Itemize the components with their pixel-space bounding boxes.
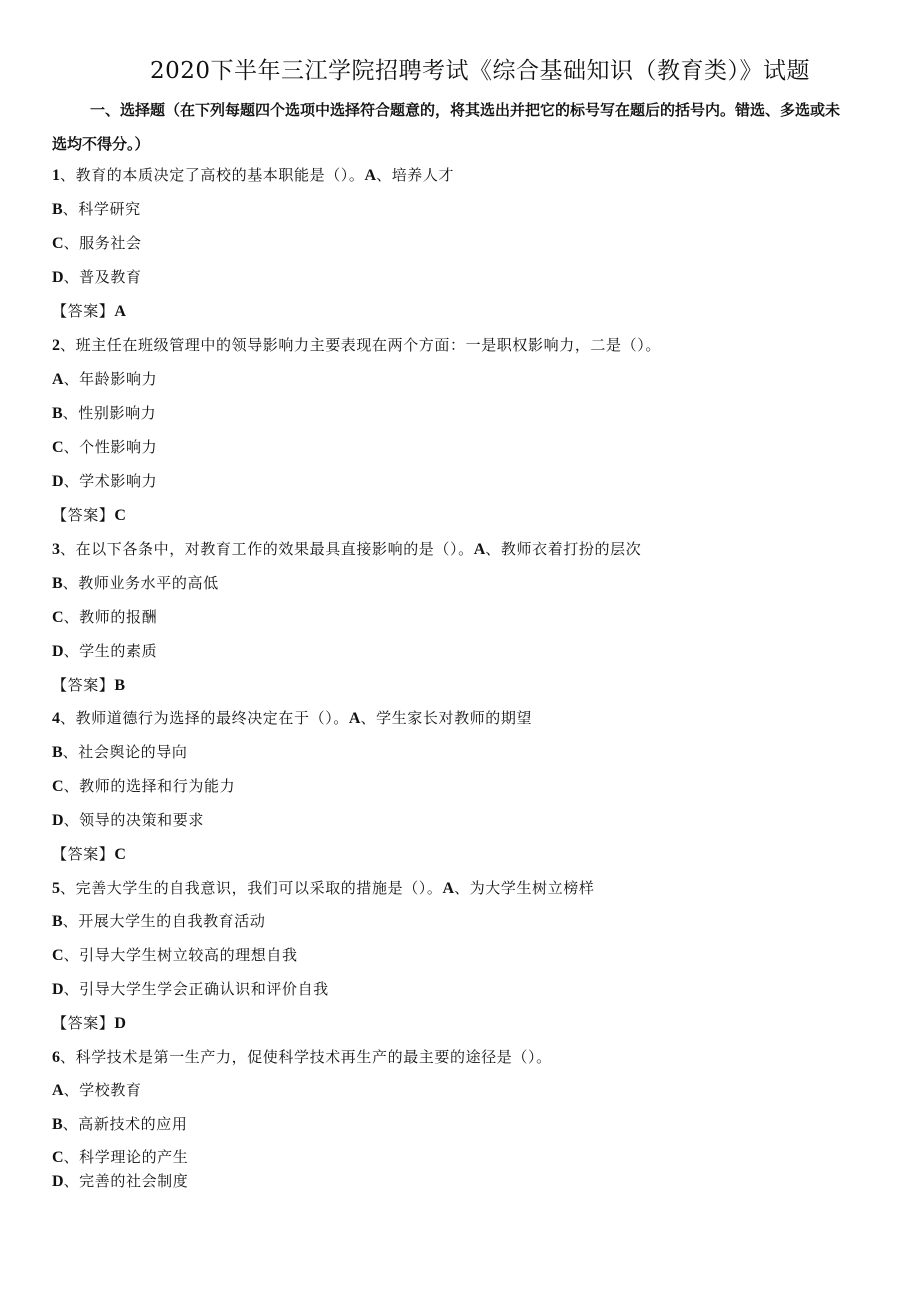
option-letter: D	[52, 1173, 64, 1190]
option-letter: D	[52, 981, 64, 998]
option	[52, 368, 157, 389]
option-letter: B	[52, 1116, 63, 1133]
option-text: 教师的选择和行为能力	[79, 777, 236, 795]
option-letter: C	[52, 778, 64, 795]
option-text: 引导大学生学会正确认识和评价自我	[79, 980, 329, 998]
separator: 、	[62, 574, 79, 592]
option-text: 完善的社会制度	[79, 1172, 189, 1190]
answer-value: C	[114, 507, 126, 524]
separator: 、	[62, 404, 79, 422]
option	[52, 978, 329, 999]
answer-line	[52, 504, 126, 525]
separator: 、	[63, 1081, 80, 1099]
option	[52, 572, 219, 593]
separator: 、	[63, 642, 80, 660]
option	[52, 198, 141, 219]
separator: 、	[60, 1048, 76, 1066]
option	[52, 266, 142, 287]
question-text: 完善大学生的自我意识，我们可以采取的措施是（）。	[75, 879, 443, 897]
option	[52, 640, 157, 661]
question-stem	[52, 538, 641, 559]
answer-label: 【答案】	[52, 845, 115, 863]
separator: 、	[62, 1115, 79, 1133]
option-text: 开展大学生的自我教育活动	[78, 912, 266, 930]
question-number: 3	[52, 541, 60, 558]
question-text: 班主任在班级管理中的领导影响力主要表现在两个方面：一是职权影响力，二是（）。	[75, 336, 661, 354]
separator: 、	[63, 438, 80, 456]
option-letter: B	[52, 575, 63, 592]
option	[52, 809, 204, 830]
section-heading	[52, 93, 842, 161]
option-letter: D	[52, 473, 64, 490]
answer-value: B	[114, 677, 126, 694]
option-text: 科学理论的产生	[79, 1148, 189, 1166]
option-text: 科学研究	[78, 200, 141, 218]
answer-label: 【答案】	[52, 1014, 115, 1032]
separator: 、	[63, 811, 80, 829]
separator: 、	[62, 743, 79, 761]
option-text: 引导大学生树立较高的理想自我	[79, 946, 298, 964]
option-text: 高新技术的应用	[78, 1115, 188, 1133]
option	[52, 232, 142, 253]
option-text: 学校教育	[79, 1081, 142, 1099]
option-text: 教师的报酬	[79, 608, 158, 626]
question-number: 1	[52, 167, 60, 184]
separator: 、	[376, 166, 392, 184]
option-letter: B	[52, 913, 63, 930]
option	[52, 944, 298, 965]
option-text: 个性影响力	[79, 438, 158, 456]
option	[52, 470, 157, 491]
separator: 、	[485, 540, 501, 558]
answer-value: D	[114, 1015, 126, 1032]
option	[52, 1113, 187, 1134]
question-number: 2	[52, 337, 60, 354]
answer-value: A	[114, 303, 126, 320]
question-stem	[52, 707, 532, 728]
option-text: 普及教育	[79, 268, 142, 286]
question-text: 科学技术是第一生产力，促使科学技术再生产的最主要的途径是（）。	[75, 1048, 552, 1066]
option-text: 培养人才	[391, 166, 455, 184]
separator: 、	[60, 709, 76, 727]
option-letter: C	[52, 235, 64, 252]
option	[52, 910, 265, 931]
option	[52, 606, 157, 627]
question-text: 教师道德行为选择的最终决定在于（）。	[75, 709, 349, 727]
question-number: 5	[52, 880, 60, 897]
page-title: 2020下半年三江学院招聘考试《综合基础知识（教育类）》试题	[150, 58, 811, 84]
option	[52, 1146, 188, 1167]
option-letter: A	[52, 1082, 64, 1099]
separator: 、	[63, 370, 80, 388]
option-text: 性别影响力	[78, 404, 157, 422]
option-text: 学术影响力	[79, 472, 158, 490]
option-text: 学生家长对教师的期望	[376, 709, 533, 727]
separator: 、	[60, 336, 76, 354]
option	[52, 1170, 188, 1191]
answer-line	[52, 843, 126, 864]
option-letter: B	[52, 744, 63, 761]
option-text: 社会舆论的导向	[78, 743, 188, 761]
question-stem	[52, 1046, 552, 1067]
question-text: 教育的本质决定了高校的基本职能是（）。	[75, 166, 365, 184]
separator: 、	[60, 879, 76, 897]
separator: 、	[63, 608, 80, 626]
separator: 、	[63, 946, 80, 964]
option-letter: A	[442, 880, 455, 897]
separator: 、	[60, 540, 76, 558]
option-text: 领导的决策和要求	[79, 811, 204, 829]
option	[52, 1079, 142, 1100]
answer-line	[52, 300, 126, 321]
separator: 、	[63, 472, 80, 490]
section-heading-text: 一、选择题（在下列每题四个选项中选择符合题意的，将其选出并把它的标号写在题后的括号内。错选、多选或未选均不得分。）	[52, 101, 841, 153]
option-letter: A	[52, 371, 64, 388]
option	[52, 741, 187, 762]
option-letter: C	[52, 609, 64, 626]
option-text: 教师业务水平的高低	[78, 574, 219, 592]
answer-label: 【答案】	[52, 676, 115, 694]
separator: 、	[62, 200, 79, 218]
option-text: 教师衣着打扮的层次	[500, 540, 642, 558]
option-text: 为大学生树立榜样	[469, 879, 595, 897]
question-number: 4	[52, 710, 60, 727]
answer-label: 【答案】	[52, 506, 115, 524]
option-text: 服务社会	[79, 234, 142, 252]
separator: 、	[63, 777, 80, 795]
separator: 、	[63, 234, 80, 252]
option-letter: D	[52, 812, 64, 829]
question-number: 6	[52, 1049, 60, 1066]
separator: 、	[63, 1148, 80, 1166]
option-letter: C	[52, 947, 64, 964]
option-letter: B	[52, 405, 63, 422]
separator: 、	[63, 980, 80, 998]
question-stem	[52, 334, 661, 355]
answer-label: 【答案】	[52, 302, 115, 320]
option-letter: D	[52, 269, 64, 286]
option-letter: B	[52, 201, 63, 218]
option	[52, 402, 156, 423]
option	[52, 775, 235, 796]
question-stem	[52, 164, 454, 185]
question-stem	[52, 877, 595, 898]
option-letter: C	[52, 439, 64, 456]
answer-line	[52, 1012, 126, 1033]
option-letter: C	[52, 1149, 64, 1166]
separator: 、	[62, 912, 79, 930]
option-letter: A	[473, 541, 486, 558]
question-text: 在以下各条中，对教育工作的效果最具直接影响的是（）。	[75, 540, 474, 558]
option-letter: D	[52, 643, 64, 660]
separator: 、	[63, 1172, 80, 1190]
answer-value: C	[114, 846, 126, 863]
separator: 、	[63, 268, 80, 286]
separator: 、	[60, 166, 76, 184]
option-text: 年龄影响力	[79, 370, 158, 388]
answer-line	[52, 674, 125, 695]
option	[52, 436, 157, 457]
separator: 、	[454, 879, 470, 897]
option-letter: A	[364, 167, 377, 184]
separator: 、	[360, 709, 377, 727]
option-letter: A	[348, 710, 361, 727]
option-text: 学生的素质	[79, 642, 158, 660]
